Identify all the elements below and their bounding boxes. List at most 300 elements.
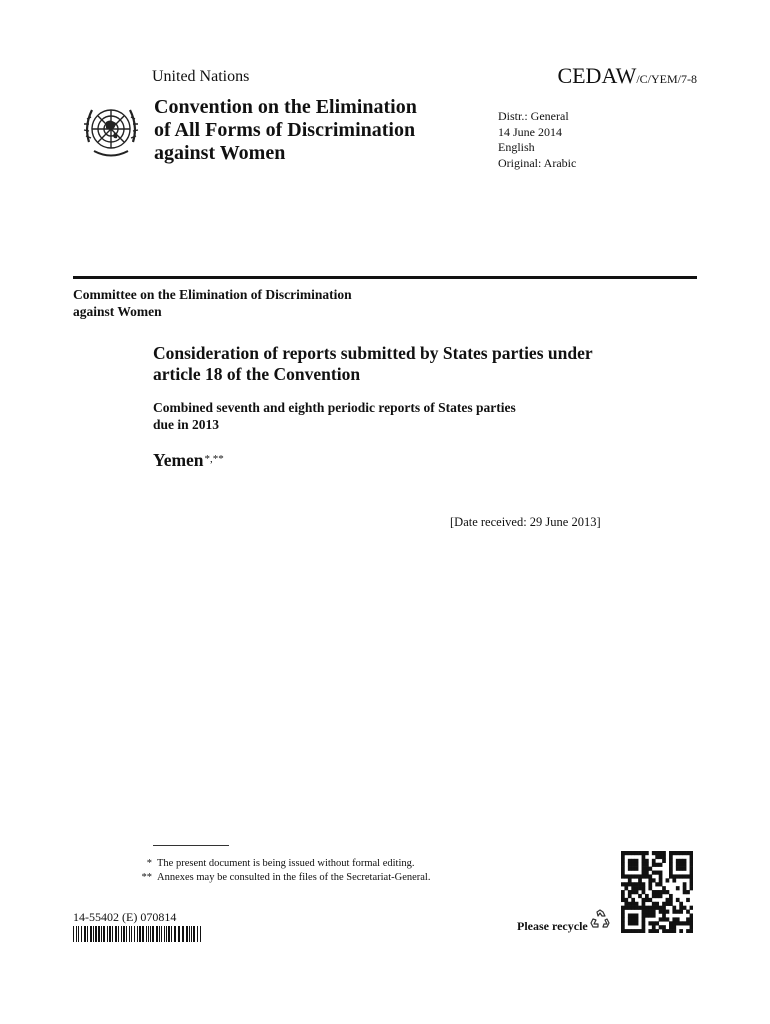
qr-module <box>672 921 676 925</box>
qr-module <box>662 859 666 863</box>
qr-module <box>659 894 663 898</box>
qr-module <box>628 882 632 886</box>
qr-module <box>659 851 663 855</box>
qr-module <box>666 878 670 882</box>
qr-module <box>679 929 683 933</box>
qr-module <box>628 878 632 882</box>
qr-module <box>648 886 652 890</box>
qr-module <box>648 882 652 886</box>
qr-module <box>683 851 687 855</box>
qr-module <box>638 878 642 882</box>
qr-module <box>645 867 649 871</box>
qr-module <box>624 886 628 890</box>
qr-module <box>669 894 673 898</box>
qr-module <box>652 906 656 910</box>
footnote-mark: * <box>146 858 152 869</box>
qr-module <box>683 882 687 886</box>
qr-module <box>645 874 649 878</box>
qr-module <box>690 855 693 859</box>
qr-module <box>621 855 625 859</box>
qr-module <box>686 910 690 914</box>
qr-module <box>648 929 652 933</box>
qr-module <box>624 898 628 902</box>
qr-module <box>628 894 632 898</box>
qr-module <box>621 882 625 886</box>
qr-module <box>676 910 680 914</box>
qr-module <box>652 925 656 929</box>
qr-module <box>638 882 642 886</box>
recycle-icon <box>588 908 612 932</box>
qr-module <box>662 851 666 855</box>
qr-module <box>642 910 646 914</box>
barcode-bar <box>164 926 165 942</box>
qr-module <box>690 921 693 925</box>
qr-module <box>645 851 649 855</box>
qr-module <box>635 890 639 894</box>
qr-module <box>621 851 625 855</box>
qr-module <box>628 874 632 878</box>
qr-module <box>676 917 680 921</box>
qr-module <box>683 867 687 871</box>
qr-module <box>621 890 625 894</box>
qr-module <box>672 929 676 933</box>
qr-module <box>655 855 659 859</box>
job-number: 14-55402 (E) 070814 <box>73 910 177 924</box>
symbol-main: CEDAW <box>557 63 637 88</box>
qr-module <box>683 863 687 867</box>
qr-module <box>655 890 659 894</box>
qr-module <box>679 863 683 867</box>
qr-module <box>635 851 639 855</box>
barcode-bar <box>137 926 138 942</box>
document-symbol <box>557 63 697 89</box>
barcode-bar <box>182 926 184 942</box>
barcode-bar <box>118 926 119 942</box>
country-name <box>153 450 224 471</box>
qr-module <box>669 902 673 906</box>
barcode-bar <box>112 926 113 942</box>
qr-module <box>638 894 642 898</box>
heading-line: article 18 of the Convention <box>153 364 361 384</box>
qr-module <box>635 913 639 917</box>
qr-module <box>652 902 656 906</box>
qr-module <box>642 906 646 910</box>
barcode-bar <box>123 926 125 942</box>
qr-module <box>652 890 656 894</box>
qr-module <box>666 929 670 933</box>
qr-module <box>635 863 639 867</box>
subheading-line: Combined seventh and eighth periodic reports of States parties <box>153 400 516 415</box>
barcode-bar <box>193 926 195 942</box>
distribution-info <box>498 109 576 171</box>
qr-module <box>621 925 625 929</box>
qr-module <box>635 921 639 925</box>
qr-module <box>669 855 673 859</box>
qr-module <box>645 871 649 875</box>
qr-module <box>683 886 687 890</box>
qr-module <box>638 906 642 910</box>
qr-module <box>659 874 663 878</box>
qr-module <box>690 863 693 867</box>
barcode-bar <box>139 926 141 942</box>
qr-module <box>686 921 690 925</box>
qr-module <box>655 902 659 906</box>
qr-module <box>642 890 646 894</box>
qr-module <box>686 874 690 878</box>
qr-module <box>676 921 680 925</box>
qr-module <box>628 902 632 906</box>
qr-module <box>631 867 635 871</box>
qr-module <box>628 851 632 855</box>
barcode-bar <box>159 926 160 942</box>
barcode-bar <box>156 926 158 942</box>
qr-module <box>621 898 625 902</box>
date-received: [Date received: 29 June 2013] <box>450 515 601 529</box>
qr-module <box>628 863 632 867</box>
qr-module <box>690 917 693 921</box>
qr-module <box>631 851 635 855</box>
qr-module <box>652 910 656 914</box>
qr-module <box>621 906 625 910</box>
barcode-bar <box>103 926 105 942</box>
qr-module <box>648 910 652 914</box>
qr-module <box>655 929 659 933</box>
qr-module <box>662 886 666 890</box>
qr-module <box>690 867 693 871</box>
qr-module <box>648 878 652 882</box>
qr-module <box>679 859 683 863</box>
qr-module <box>676 867 680 871</box>
qr-module <box>690 851 693 855</box>
qr-module <box>648 906 652 910</box>
qr-module <box>645 859 649 863</box>
qr-module <box>672 917 676 921</box>
qr-module <box>635 867 639 871</box>
qr-module <box>679 902 683 906</box>
qr-module <box>635 859 639 863</box>
qr-module <box>631 913 635 917</box>
qr-module <box>648 913 652 917</box>
barcode-bar <box>191 926 192 942</box>
qr-module <box>676 898 680 902</box>
qr-module <box>631 863 635 867</box>
qr-module <box>642 917 646 921</box>
qr-module <box>642 851 646 855</box>
barcode-bar <box>109 926 111 942</box>
barcode-bar <box>126 926 127 942</box>
qr-module <box>621 929 625 933</box>
footnote-mark: ** <box>141 872 152 883</box>
convention-title-line: against Women <box>154 142 286 164</box>
qr-module <box>635 906 639 910</box>
qr-module <box>655 882 659 886</box>
qr-module <box>621 874 625 878</box>
qr-module <box>659 917 663 921</box>
convention-title-line: Convention on the Elimination <box>154 96 417 118</box>
qr-module <box>683 890 687 894</box>
qr-module <box>635 886 639 890</box>
qr-module <box>631 921 635 925</box>
distribution-line: Distr.: General <box>498 109 569 123</box>
qr-module <box>669 925 673 929</box>
qr-module <box>642 859 646 863</box>
qr-module <box>628 929 632 933</box>
qr-module <box>645 898 649 902</box>
barcode-bar <box>146 926 147 942</box>
qr-module <box>679 851 683 855</box>
qr-module <box>669 898 673 902</box>
barcode-bar <box>98 926 100 942</box>
qr-module <box>638 886 642 890</box>
committee-line: Committee on the Elimination of Discrimination <box>73 287 352 302</box>
qr-module <box>666 902 670 906</box>
committee-name <box>73 286 433 320</box>
barcode-bar <box>197 926 198 942</box>
qr-module <box>683 859 687 863</box>
qr-module <box>631 898 635 902</box>
qr-module <box>672 851 676 855</box>
header-rule <box>73 276 697 279</box>
qr-module <box>628 867 632 871</box>
qr-module <box>648 921 652 925</box>
country-label: Yemen <box>153 450 204 470</box>
convention-title-line: of All Forms of Discrimination <box>154 119 416 141</box>
qr-module <box>631 886 635 890</box>
qr-module <box>655 863 659 867</box>
language-line: English <box>498 140 535 154</box>
qr-module <box>648 898 652 902</box>
qr-module <box>659 863 663 867</box>
qr-module <box>652 921 656 925</box>
footnote-text: The present document is being issued without formal editing. <box>157 858 415 869</box>
qr-module <box>676 851 680 855</box>
qr-module <box>672 925 676 929</box>
qr-module <box>662 913 666 917</box>
qr-module <box>690 906 693 910</box>
qr-module <box>642 929 646 933</box>
qr-module <box>628 917 632 921</box>
footnote-marker: *,** <box>204 453 224 465</box>
footnote <box>120 857 430 871</box>
barcode-bar <box>84 926 86 942</box>
please-recycle-label: Please recycle <box>517 919 588 933</box>
qr-module <box>659 878 663 882</box>
qr-code <box>621 851 693 933</box>
barcode <box>73 926 203 942</box>
qr-module <box>624 874 628 878</box>
qr-module <box>662 929 666 933</box>
qr-module <box>669 929 673 933</box>
qr-module <box>628 913 632 917</box>
qr-module <box>628 859 632 863</box>
qr-module <box>652 929 656 933</box>
qr-module <box>690 878 693 882</box>
qr-module <box>642 898 646 902</box>
qr-module <box>672 878 676 882</box>
qr-module <box>679 921 683 925</box>
barcode-bar <box>90 926 92 942</box>
qr-module <box>690 882 693 886</box>
qr-module <box>631 906 635 910</box>
barcode-bar <box>186 926 188 942</box>
barcode-bar <box>95 926 97 942</box>
qr-module <box>642 925 646 929</box>
qr-module <box>662 855 666 859</box>
qr-module <box>669 871 673 875</box>
qr-module <box>676 863 680 867</box>
qr-module <box>645 906 649 910</box>
qr-module <box>621 859 625 863</box>
qr-module <box>669 851 673 855</box>
barcode-bar <box>73 926 74 942</box>
qr-module <box>662 917 666 921</box>
qr-module <box>666 917 670 921</box>
qr-module <box>686 929 690 933</box>
qr-module <box>631 917 635 921</box>
qr-module <box>690 874 693 878</box>
subheading-line: due in 2013 <box>153 417 220 432</box>
barcode-bar <box>93 926 94 942</box>
qr-module <box>642 902 646 906</box>
qr-module <box>628 890 632 894</box>
qr-module <box>635 902 639 906</box>
qr-module <box>642 874 646 878</box>
qr-module <box>662 906 666 910</box>
qr-module <box>624 929 628 933</box>
qr-module <box>679 906 683 910</box>
qr-module <box>662 910 666 914</box>
qr-module <box>676 874 680 878</box>
qr-module <box>621 910 625 914</box>
barcode-bar <box>200 926 201 942</box>
qr-module <box>624 906 628 910</box>
barcode-bar <box>76 926 77 942</box>
qr-module <box>642 882 646 886</box>
footnote <box>120 871 430 885</box>
qr-module <box>645 910 649 914</box>
qr-module <box>621 867 625 871</box>
qr-module <box>642 867 646 871</box>
qr-module <box>652 851 656 855</box>
qr-module <box>672 906 676 910</box>
qr-module <box>648 867 652 871</box>
qr-module <box>621 863 625 867</box>
barcode-bar <box>115 926 117 942</box>
qr-module <box>621 917 625 921</box>
qr-module <box>690 929 693 933</box>
qr-module <box>659 906 663 910</box>
qr-module <box>624 851 628 855</box>
barcode-bar <box>142 926 144 942</box>
qr-module <box>645 913 649 917</box>
qr-module <box>659 882 663 886</box>
qr-module <box>676 886 680 890</box>
qr-module <box>638 851 642 855</box>
qr-module <box>642 886 646 890</box>
qr-module <box>690 913 693 917</box>
qr-module <box>628 921 632 925</box>
qr-module <box>642 921 646 925</box>
qr-module <box>642 913 646 917</box>
qr-module <box>669 867 673 871</box>
un-emblem-icon <box>76 96 146 166</box>
qr-module <box>638 929 642 933</box>
qr-module <box>659 925 663 929</box>
qr-module <box>652 859 656 863</box>
barcode-bar <box>101 926 102 942</box>
report-subheading <box>153 399 613 433</box>
qr-module <box>655 921 659 925</box>
qr-module <box>652 913 656 917</box>
qr-module <box>666 898 670 902</box>
qr-module <box>624 902 628 906</box>
qr-module <box>631 929 635 933</box>
qr-module <box>666 910 670 914</box>
qr-module <box>679 874 683 878</box>
barcode-bar <box>161 926 162 942</box>
qr-module <box>669 921 673 925</box>
qr-module <box>683 906 687 910</box>
barcode-bar <box>134 926 135 942</box>
qr-module <box>631 882 635 886</box>
qr-module <box>659 855 663 859</box>
qr-module <box>672 910 676 914</box>
barcode-bar <box>148 926 149 942</box>
qr-module <box>642 871 646 875</box>
qr-module <box>621 913 625 917</box>
qr-module <box>686 917 690 921</box>
report-heading <box>153 343 623 385</box>
qr-module <box>642 855 646 859</box>
barcode-bar <box>178 926 180 942</box>
qr-module <box>669 874 673 878</box>
qr-module <box>645 863 649 867</box>
qr-module <box>631 859 635 863</box>
qr-module <box>690 859 693 863</box>
heading-line: Consideration of reports submitted by States parties under <box>153 343 593 363</box>
qr-module <box>621 871 625 875</box>
committee-line: against Women <box>73 304 162 319</box>
qr-module <box>631 874 635 878</box>
qr-module <box>686 851 690 855</box>
qr-module <box>655 871 659 875</box>
qr-module <box>686 890 690 894</box>
qr-module <box>645 894 649 898</box>
barcode-bar <box>171 926 172 942</box>
qr-module <box>690 871 693 875</box>
qr-module <box>642 863 646 867</box>
qr-module <box>624 882 628 886</box>
convention-title <box>154 96 454 165</box>
qr-module <box>662 902 666 906</box>
qr-module <box>659 890 663 894</box>
qr-module <box>672 874 676 878</box>
barcode-bar <box>152 926 154 942</box>
qr-module <box>662 890 666 894</box>
qr-module <box>683 874 687 878</box>
barcode-bar <box>81 926 82 942</box>
barcode-bar <box>87 926 88 942</box>
qr-module <box>648 874 652 878</box>
barcode-bar <box>189 926 190 942</box>
qr-module <box>686 898 690 902</box>
qr-module <box>655 906 659 910</box>
qr-module <box>679 867 683 871</box>
qr-module <box>635 882 639 886</box>
qr-module <box>666 890 670 894</box>
qr-module <box>669 859 673 863</box>
qr-module <box>652 871 656 875</box>
